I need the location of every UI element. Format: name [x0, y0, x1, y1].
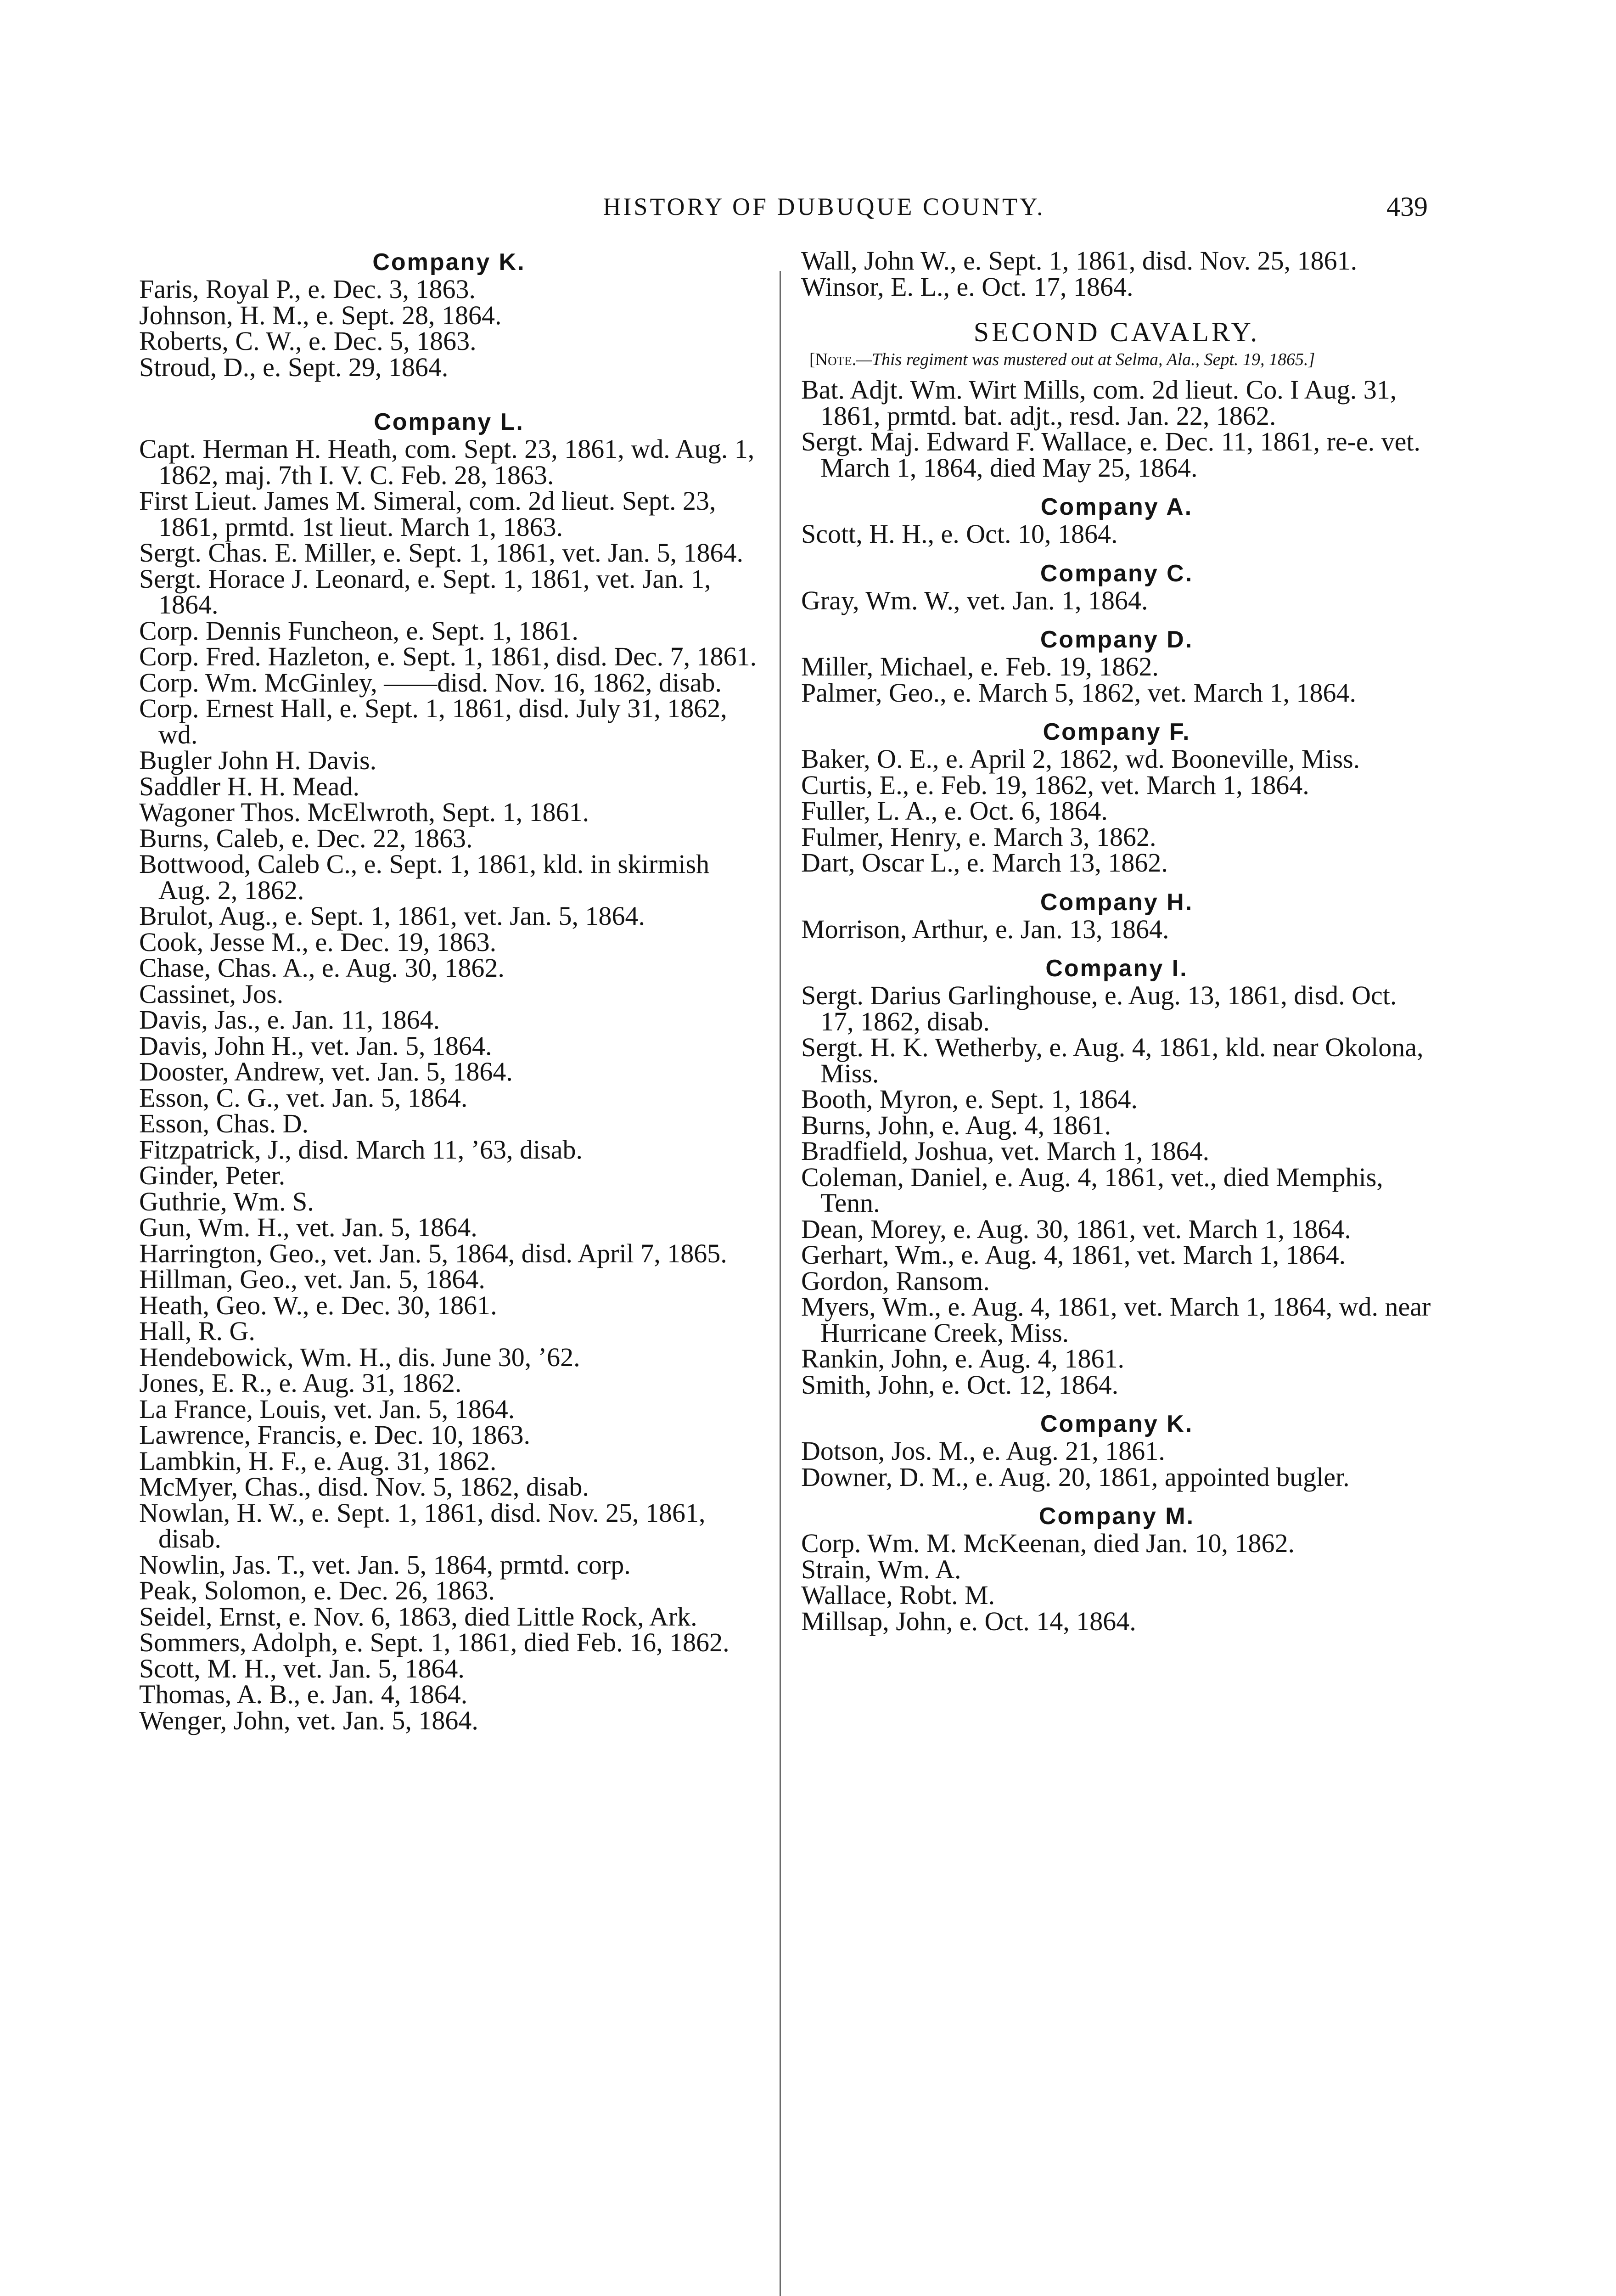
- roster-entry: Gun, Wm. H., vet. Jan. 5, 1864.: [139, 1212, 477, 1242]
- company-roster: [801, 654, 1432, 706]
- roster-entry: Dean, Morey, e. Aug. 30, 1861, vet. March 1, 1864.: [801, 1214, 1351, 1244]
- roster-entry: Downer, D. M., e. Aug. 20, 1861, appointed bugler.: [801, 1462, 1350, 1492]
- company-section: [801, 718, 1432, 876]
- roster-entry: Bottwood, Caleb C., e. Sept. 1, 1861, kld. in skirmish Aug. 2, 1862.: [139, 849, 710, 905]
- regiment-note: [801, 349, 1432, 371]
- company-heading: Company D.: [1040, 626, 1194, 653]
- roster-entry: Esson, Chas. D.: [139, 1109, 309, 1138]
- roster-entry: McMyer, Chas., disd. Nov. 5, 1862, disab.: [139, 1472, 589, 1502]
- roster-entry: Thomas, A. B., e. Jan. 4, 1864.: [139, 1679, 468, 1709]
- company-roster: [801, 1438, 1432, 1490]
- company-roster: [801, 1528, 1432, 1636]
- roster-entry: Sergt. Darius Garlinghouse, e. Aug. 13, 1861, disd. Oct. 17, 1862, disab.: [801, 980, 1397, 1036]
- roster-entry: Cook, Jesse M., e. Dec. 19, 1863.: [139, 927, 497, 957]
- roster-entry: Davis, Jas., e. Jan. 11, 1864.: [139, 1005, 440, 1035]
- roster-entry: Winsor, E. L., e. Oct. 17, 1864.: [801, 271, 1133, 302]
- roster-entry: Lambkin, H. F., e. Aug. 31, 1862.: [139, 1446, 497, 1476]
- roster-entry: Miller, Michael, e. Feb. 19, 1862.: [801, 652, 1159, 681]
- roster-entry: Coleman, Daniel, e. Aug. 4, 1861, vet., died Memphis, Tenn.: [801, 1162, 1383, 1218]
- roster-entry: Roberts, C. W., e. Dec. 5, 1863.: [139, 326, 477, 356]
- roster-entry: Dotson, Jos. M., e. Aug. 21, 1861.: [801, 1436, 1165, 1466]
- roster-entry: Dart, Oscar L., e. March 13, 1862.: [801, 848, 1168, 878]
- roster-entry: Corp. Dennis Funcheon, e. Sept. 1, 1861.: [139, 615, 578, 646]
- roster-entry: Johnson, H. M., e. Sept. 28, 1864.: [139, 300, 502, 330]
- note-lead: [Note.: [809, 350, 857, 369]
- roster-entry: Faris, Royal P., e. Dec. 3, 1863.: [139, 274, 476, 304]
- roster-entry: Wallace, Robt. M.: [801, 1580, 995, 1610]
- regiment-title: SECOND CAVALRY.: [973, 317, 1260, 347]
- roster-entry: Hendebowick, Wm. H., dis. June 30, ’62.: [139, 1342, 580, 1372]
- company-heading: Company F.: [1043, 719, 1191, 745]
- roster-entry: Sergt. H. K. Wetherby, e. Aug. 4, 1861, kld. near Okolona, Miss.: [801, 1032, 1424, 1088]
- roster-entry: Burns, John, e. Aug. 4, 1861.: [801, 1110, 1111, 1140]
- roster-entry: Fulmer, Henry, e. March 3, 1862.: [801, 822, 1156, 852]
- roster-entry: Gerhart, Wm., e. Aug. 4, 1861, vet. March 1, 1864.: [801, 1240, 1346, 1270]
- company-sections: [801, 493, 1432, 1634]
- roster-entry: Scott, H. H., e. Oct. 10, 1864.: [801, 519, 1118, 549]
- roster-entry: Saddler H. H. Mead.: [139, 771, 360, 801]
- roster-entry: Wagoner Thos. McElwroth, Sept. 1, 1861.: [139, 797, 589, 827]
- roster-entry: Nowlin, Jas. T., vet. Jan. 5, 1864, prmtd. corp.: [139, 1549, 631, 1580]
- page-number: 439: [1386, 191, 1428, 222]
- roster-entry: Baker, O. E., e. April 2, 1862, wd. Booneville, Miss.: [801, 744, 1360, 774]
- continued-roster: [801, 248, 1432, 300]
- company-roster: [801, 746, 1432, 876]
- company-roster: [801, 980, 1432, 1400]
- company-l-roster: [139, 436, 759, 1733]
- roster-entry: Strain, Wm. A.: [801, 1554, 961, 1584]
- roster-entry: Nowlan, H. W., e. Sept. 1, 1861, disd. Nov. 25, 1861, disab.: [139, 1497, 706, 1553]
- roster-entry: Heath, Geo. W., e. Dec. 30, 1861.: [139, 1290, 497, 1320]
- roster-entry: Sommers, Adolph, e. Sept. 1, 1861, died Feb. 16, 1862.: [139, 1627, 729, 1657]
- company-heading: Company K.: [1040, 1411, 1194, 1437]
- roster-entry: Myers, Wm., e. Aug. 4, 1861, vet. March 1, 1864, wd. near Hurricane Creek, Miss.: [801, 1292, 1431, 1348]
- column-divider: [780, 271, 781, 2296]
- roster-entry: Corp. Wm. McGinley, ——disd. Nov. 16, 1862, disab.: [139, 667, 722, 698]
- roster-entry: Sergt. Chas. E. Miller, e. Sept. 1, 1861, vet. Jan. 5, 1864.: [139, 538, 743, 568]
- company-l-heading: Company L.: [374, 409, 524, 435]
- roster-entry: Rankin, John, e. Aug. 4, 1861.: [801, 1344, 1125, 1373]
- roster-entry: Wenger, John, vet. Jan. 5, 1864.: [139, 1705, 478, 1735]
- roster-entry: Peak, Solomon, e. Dec. 26, 1863.: [139, 1576, 495, 1605]
- roster-entry: Smith, John, e. Oct. 12, 1864.: [801, 1369, 1119, 1400]
- roster-entry: Millsap, John, e. Oct. 14, 1864.: [801, 1606, 1136, 1636]
- running-title: HISTORY OF DUBUQUE COUNTY.: [603, 193, 1045, 220]
- roster-entry: First Lieut. James M. Simeral, com. 2d lieut. Sept. 23, 1861, prmtd. 1st lieut. March 1, 1863.: [139, 486, 716, 542]
- roster-entry: Corp. Wm. M. McKeenan, died Jan. 10, 1862.: [801, 1528, 1295, 1558]
- roster-entry: Hillman, Geo., vet. Jan. 5, 1864.: [139, 1264, 485, 1294]
- roster-entry: Scott, M. H., vet. Jan. 5, 1864.: [139, 1653, 465, 1683]
- staff-roster: [801, 377, 1432, 481]
- roster-entry: Palmer, Geo., e. March 5, 1862, vet. March 1, 1864.: [801, 677, 1356, 708]
- company-roster: [801, 585, 1432, 615]
- company-section: [801, 1410, 1432, 1490]
- company-roster: [801, 521, 1432, 547]
- company-heading: Company I.: [1045, 955, 1188, 982]
- roster-entry: Burns, Caleb, e. Dec. 22, 1863.: [139, 823, 473, 853]
- company-section: [801, 888, 1432, 943]
- roster-entry: Seidel, Ernst, e. Nov. 6, 1863, died Little Rock, Ark.: [139, 1601, 697, 1632]
- roster-entry: Corp. Ernest Hall, e. Sept. 1, 1861, disd. July 31, 1862, wd.: [139, 693, 727, 749]
- running-header: [0, 186, 1616, 227]
- roster-entry: Lawrence, Francis, e. Dec. 10, 1863.: [139, 1420, 530, 1450]
- roster-entry: Booth, Myron, e. Sept. 1, 1864.: [801, 1084, 1138, 1114]
- company-section: [801, 559, 1432, 614]
- roster-entry: Corp. Fred. Hazleton, e. Sept. 1, 1861, disd. Dec. 7, 1861.: [139, 642, 757, 671]
- roster-entry: Chase, Chas. A., e. Aug. 30, 1862.: [139, 953, 505, 983]
- roster-entry: Bradfield, Joshua, vet. March 1, 1864.: [801, 1136, 1210, 1166]
- company-section: [801, 493, 1432, 547]
- company-section: [801, 1502, 1432, 1634]
- left-column: [139, 248, 759, 1733]
- company-heading: Company H.: [1040, 889, 1194, 916]
- roster-entry: Fuller, L. A., e. Oct. 6, 1864.: [801, 796, 1108, 826]
- roster-entry: Gray, Wm. W., vet. Jan. 1, 1864.: [801, 585, 1148, 615]
- roster-entry: Capt. Herman H. Heath, com. Sept. 23, 1861, wd. Aug. 1, 1862, maj. 7th I. V. C. Feb. 28, 1863.: [139, 434, 755, 490]
- roster-entry: Sergt. Horace J. Leonard, e. Sept. 1, 1861, vet. Jan. 1, 1864.: [139, 563, 711, 619]
- roster-entry: Hall, R. G.: [139, 1316, 255, 1346]
- roster-entry: Davis, John H., vet. Jan. 5, 1864.: [139, 1030, 492, 1061]
- roster-entry: Cassinet, Jos.: [139, 979, 284, 1009]
- company-section: [801, 625, 1432, 706]
- roster-entry: Stroud, D., e. Sept. 29, 1864.: [139, 352, 449, 382]
- right-column: [801, 248, 1432, 1634]
- roster-entry: Brulot, Aug., e. Sept. 1, 1861, vet. Jan. 5, 1864.: [139, 901, 645, 931]
- company-k-heading: Company K.: [372, 249, 526, 276]
- company-section: [801, 954, 1432, 1398]
- roster-entry: Jones, E. R., e. Aug. 31, 1862.: [139, 1368, 462, 1398]
- note-text: —This regiment was mustered out at Selma, Ala., Sept. 19, 1865.]: [856, 350, 1315, 369]
- roster-entry: Fitzpatrick, J., disd. March 11, ’63, disab.: [139, 1134, 583, 1165]
- company-k-roster: [139, 276, 759, 380]
- roster-entry: Sergt. Maj. Edward F. Wallace, e. Dec. 11, 1861, re-e. vet. March 1, 1864, died May 25, 1864.: [801, 427, 1420, 483]
- roster-entry: Harrington, Geo., vet. Jan. 5, 1864, disd. April 7, 1865.: [139, 1238, 727, 1268]
- roster-entry: La France, Louis, vet. Jan. 5, 1864.: [139, 1394, 515, 1424]
- roster-entry: Gordon, Ransom.: [801, 1266, 990, 1296]
- roster-entry: Bugler John H. Davis.: [139, 745, 377, 775]
- roster-entry: Ginder, Peter.: [139, 1160, 286, 1190]
- roster-entry: Guthrie, Wm. S.: [139, 1186, 314, 1216]
- company-roster: [801, 914, 1432, 944]
- roster-entry: Dooster, Andrew, vet. Jan. 5, 1864.: [139, 1057, 513, 1086]
- roster-entry: Curtis, E., e. Feb. 19, 1862, vet. March 1, 1864.: [801, 770, 1309, 800]
- roster-entry: Esson, C. G., vet. Jan. 5, 1864.: [139, 1082, 468, 1113]
- roster-entry: Morrison, Arthur, e. Jan. 13, 1864.: [801, 914, 1169, 944]
- company-heading: Company C.: [1040, 560, 1194, 587]
- roster-entry: Bat. Adjt. Wm. Wirt Mills, com. 2d lieut. Co. I Aug. 31, 1861, prmtd. bat. adjt., resd. Jan. 22, 1862.: [801, 375, 1397, 431]
- company-heading: Company M.: [1038, 1503, 1195, 1530]
- company-heading: Company A.: [1040, 494, 1193, 520]
- roster-entry: Wall, John W., e. Sept. 1, 1861, disd. Nov. 25, 1861.: [801, 246, 1358, 276]
